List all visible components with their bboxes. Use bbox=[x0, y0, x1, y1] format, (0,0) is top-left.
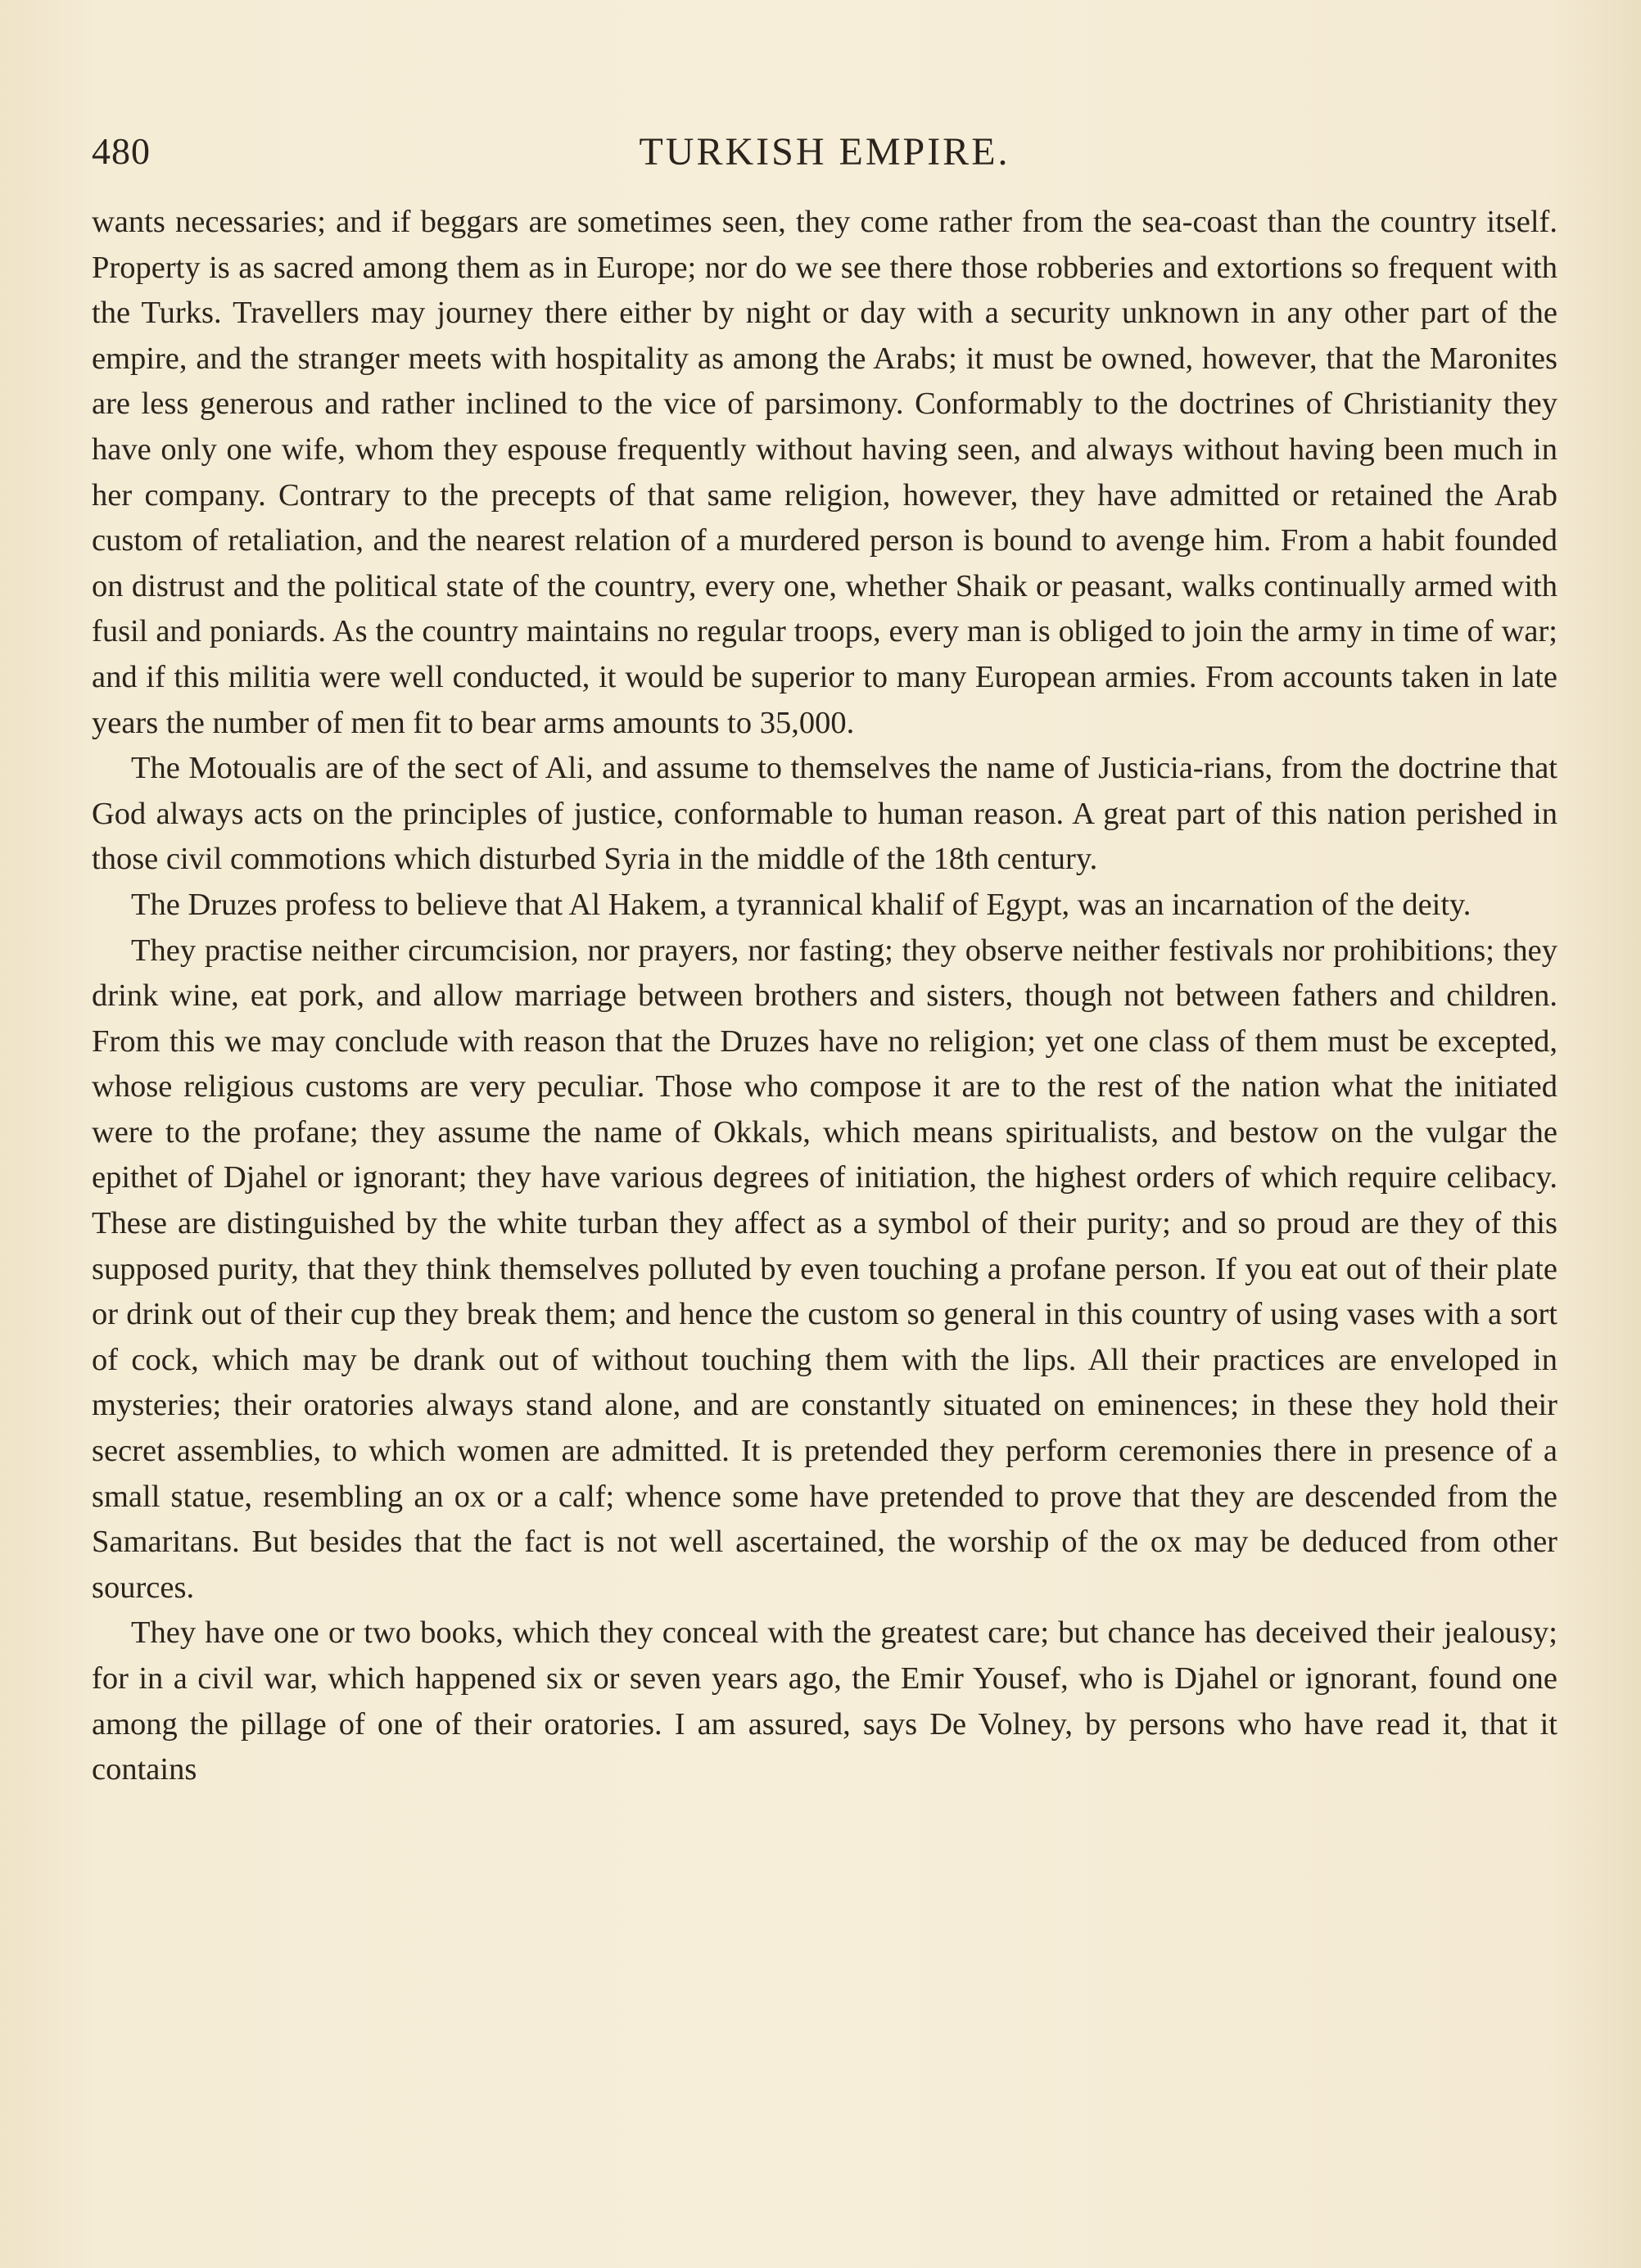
paragraph-druzes-books: They have one or two books, which they conceal with the greatest care; but chance has deceived their jealousy; for in a civil war, which happened six or seven years ago, the Emir Yousef, who is Djahel or ignorant, found one among the pillage of one of their oratories. I am assured, says De Volney, by persons who have read it, that it contains bbox=[92, 1615, 1557, 1787]
paragraph-maronites: wants necessaries; and if beggars are sometimes seen, they come rather from the sea-coast than the country itself. Property is as sacred among them as in Europe; nor do we see there those robberies and extortions so frequent with the Turks. Travellers may journey there either by night or day with a security unknown in any other part of the empire, and the stranger meets with hospitality as among the Arabs; it must be owned, however, that the Maronites are less generous and rather inclined to the vice of parsimony. Conformably to the doctrines of Christianity they have only one wife, whom they espouse frequently without having seen, and always without having been much in her company. Contrary to the precepts of that same religion, however, they have admitted or retained the Arab custom of retaliation, and the nearest relation of a murdered person is bound to avenge him. From a habit founded on distrust and the political state of the country, every one, whether Shaik or peasant, walks continually armed with fusil and poniards. As the country maintains no regular troops, every man is obliged to join the army in time of war; and if this militia were well conducted, it would be superior to many European armies. From accounts taken in late years the number of men fit to bear arms amounts to 35,000. bbox=[92, 205, 1557, 740]
running-title: TURKISH EMPIRE. bbox=[639, 130, 1010, 174]
body-text bbox=[92, 200, 1557, 1793]
paragraph-druzes-belief: The Druzes profess to believe that Al Hakem, a tyrannical khalif of Egypt, was an incarnation of the deity. bbox=[131, 887, 1471, 922]
page-header bbox=[92, 129, 1557, 178]
page-number: 480 bbox=[92, 130, 151, 172]
paragraph-druzes-practices: They practise neither circumcision, nor prayers, nor fasting; they observe neither festivals nor prohibitions; they drink wine, eat pork, and allow marriage between brothers and sisters, though not between fathers and children. From this we may conclude with reason that the Druzes have no religion; yet one class of them must be excepted, whose religious customs are very peculiar. Those who compose it are to the rest of the nation what the initiated were to the profane; they assume the name of Okkals, which means spiritualists, and bestow on the vulgar the epithet of Djahel or ignorant; they have various degrees of initiation, the highest orders of which require celibacy. These are distinguished by the white turban they affect as a symbol of their purity; and so proud are they of this supposed purity, that they think themselves polluted by even touching a profane person. If you eat out of their plate or drink out of their cup they break them; and hence the custom so general in this country of using vases with a sort of cock, which may be drank out of without touching them with the lips. All their practices are enveloped in mysteries; their oratories always stand alone, and are constantly situated on eminences; in these they hold their secret assemblies, to which women are admitted. It is pretended they perform ceremonies there in presence of a small statue, resembling an ox or a calf; whence some have pretended to prove that they are descended from the Samaritans. But besides that the fact is not well ascertained, the worship of the ox may be deduced from other sources. bbox=[92, 933, 1557, 1605]
paragraph-motoualis: The Motoualis are of the sect of Ali, and assume to themselves the name of Justicia-rians, from the doctrine that God always acts on the principles of justice, conformable to human reason. A great part of this nation perished in those civil commotions which disturbed Syria in the middle of the 18th century. bbox=[92, 751, 1557, 877]
